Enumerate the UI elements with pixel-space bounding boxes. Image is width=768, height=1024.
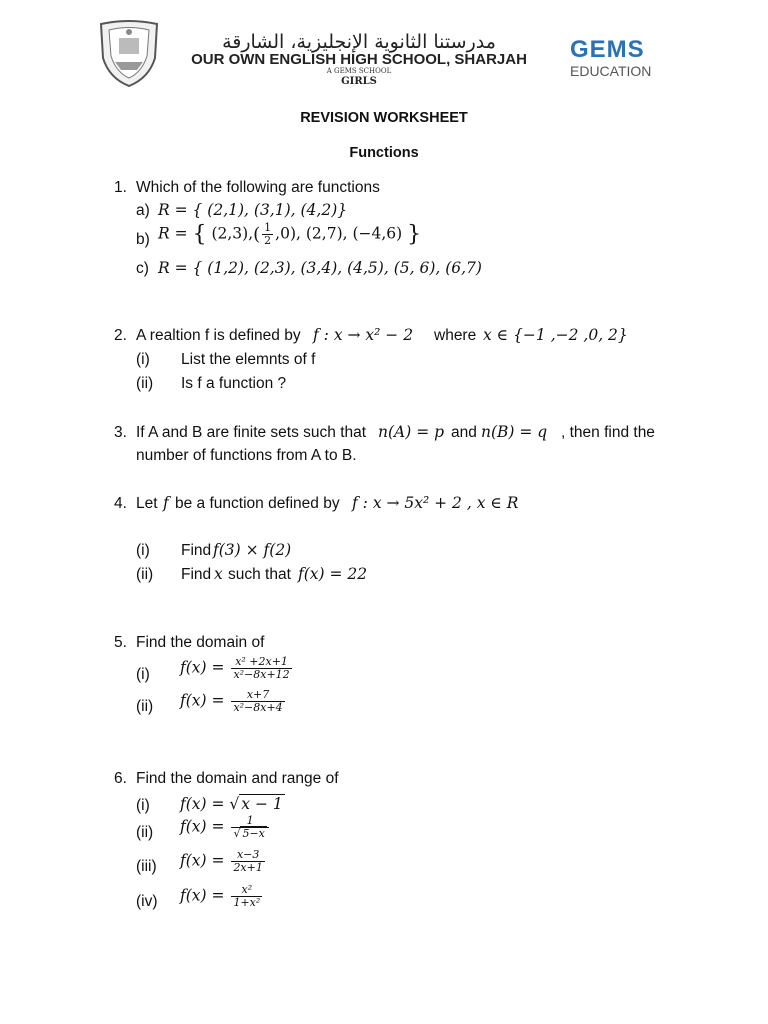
fraction-denominator: x²−8x+4 — [233, 701, 283, 715]
function-expression — [180, 849, 267, 874]
part-label: (iv) — [136, 893, 158, 910]
function-lhs: f(x) = √ — [180, 795, 240, 813]
domain-set: x ∈ {−1 ,−2 ,0, 2} — [483, 326, 628, 344]
worksheet-title: REVISION WORKSHEET — [300, 110, 468, 126]
question-text: Find the domain of — [136, 634, 265, 651]
function-expression — [180, 656, 294, 681]
fraction-denominator: 1+x² — [233, 896, 261, 910]
question-text: A realtion f is defined by — [136, 327, 301, 344]
function-lhs: f(x) = — [180, 817, 225, 836]
function-lhs: f(x) = — [180, 851, 225, 870]
gems-tagline: A GEMS SCHOOL — [326, 67, 392, 75]
root-sign: √ — [233, 827, 241, 841]
option-label: c) — [136, 260, 149, 277]
part-label: (i) — [136, 797, 150, 814]
part-label: (ii) — [136, 698, 154, 715]
function-lhs: f(x) = — [180, 691, 225, 710]
fraction-half — [262, 222, 273, 247]
question-text: and — [451, 424, 477, 441]
question-text: , then find the — [561, 424, 655, 441]
relation-expression: R = { (1,2), (2,3), (3,4), (4,5), (5, 6), (6,7) — [158, 259, 482, 277]
function-expression — [180, 884, 264, 909]
fraction-numerator: 1 — [231, 815, 268, 828]
fraction-denominator — [231, 828, 268, 840]
function-expression — [180, 689, 287, 714]
relation-expression — [158, 222, 421, 247]
fraction — [231, 884, 262, 909]
fraction-denominator: 2 — [264, 234, 272, 248]
part-label: (i) — [136, 351, 150, 368]
gems-education-label: EDUCATION — [570, 63, 652, 79]
question-number: 3. — [114, 424, 127, 441]
fraction-numerator: x² — [231, 884, 262, 897]
relation-lhs: R = — [158, 224, 188, 243]
question-number: 2. — [114, 327, 127, 344]
part-label: (i) — [136, 666, 150, 683]
arabic-school-name: مدرستنا الثانوية الإنجليزية، الشارقة — [222, 31, 496, 53]
part-text: Is f a function ? — [181, 375, 287, 392]
function-lhs: f(x) = — [180, 886, 225, 905]
part-text: such that — [228, 566, 291, 583]
part-label: (iii) — [136, 858, 157, 875]
question-text: Let — [136, 495, 158, 512]
part-label: (ii) — [136, 566, 154, 583]
pair: (2,3), — [211, 224, 254, 243]
question-number: 1. — [114, 179, 127, 196]
part-label: (i) — [136, 542, 150, 559]
fraction-numerator: 1 — [264, 221, 272, 234]
function-expression: f : x → x² − 2 — [313, 326, 414, 344]
question-text: If A and B are finite sets such that — [136, 424, 367, 441]
question-text: be a function defined by — [175, 495, 340, 512]
part-label: (ii) — [136, 824, 154, 841]
gems-logo: GEMS — [570, 36, 645, 63]
set-size-b: n(B) = q — [481, 423, 548, 441]
radicand: 5−x — [242, 827, 265, 841]
question-number: 6. — [114, 770, 127, 787]
option-label: b) — [136, 231, 150, 248]
relation-expression: R = { (2,1), (3,1), (4,2)} — [158, 201, 348, 219]
question-number: 5. — [114, 634, 127, 651]
fraction-denominator: x²−8x+12 — [233, 668, 290, 682]
open-brace: { — [192, 222, 207, 248]
part-label: (ii) — [136, 375, 154, 392]
question-text: number of functions from A to B. — [136, 447, 357, 464]
fraction — [231, 815, 268, 840]
option-label: a) — [136, 202, 150, 219]
function-lhs: f(x) = — [180, 658, 225, 677]
school-crest — [97, 18, 161, 88]
function-expression — [180, 815, 271, 840]
part-text: Find — [181, 542, 212, 559]
set-size-a: n(A) = p — [378, 423, 445, 441]
fraction-numerator: x² +2x+1 — [231, 656, 291, 669]
fraction — [231, 849, 264, 874]
part-text: Find — [181, 566, 212, 583]
fraction-numerator: x−3 — [231, 849, 264, 862]
question-number: 4. — [114, 495, 127, 512]
worksheet-subtitle: Functions — [349, 145, 419, 161]
fraction-denominator: 2x+1 — [233, 861, 263, 875]
function-expression: f : x → 5x² + 2 , x ∈ R — [352, 494, 519, 512]
part-expression: f(3) × f(2) — [213, 541, 292, 559]
fraction — [231, 656, 291, 681]
question-text: Which of the following are functions — [136, 179, 380, 196]
fraction-numerator: x+7 — [231, 689, 284, 702]
close-brace: } — [407, 222, 422, 248]
question-text: Find the domain and range of — [136, 770, 339, 787]
school-name: OUR OWN ENGLISH HIGH SCHOOL, SHARJAH — [191, 51, 527, 68]
part-text: List the elemnts of f — [181, 351, 316, 368]
question-text: where — [434, 327, 477, 344]
part-expression: f(x) = 22 — [298, 565, 368, 583]
pairs: (2,7), (−4,6) — [305, 224, 403, 243]
pair-rest: ,0), — [275, 224, 301, 243]
variable: x — [214, 565, 223, 583]
girls-label: GIRLS — [341, 76, 377, 87]
function-expression — [180, 795, 285, 813]
radicand: x − 1 — [241, 795, 283, 813]
open-paren: ( — [253, 224, 261, 246]
function-name: f — [163, 494, 169, 512]
fraction — [231, 689, 284, 714]
